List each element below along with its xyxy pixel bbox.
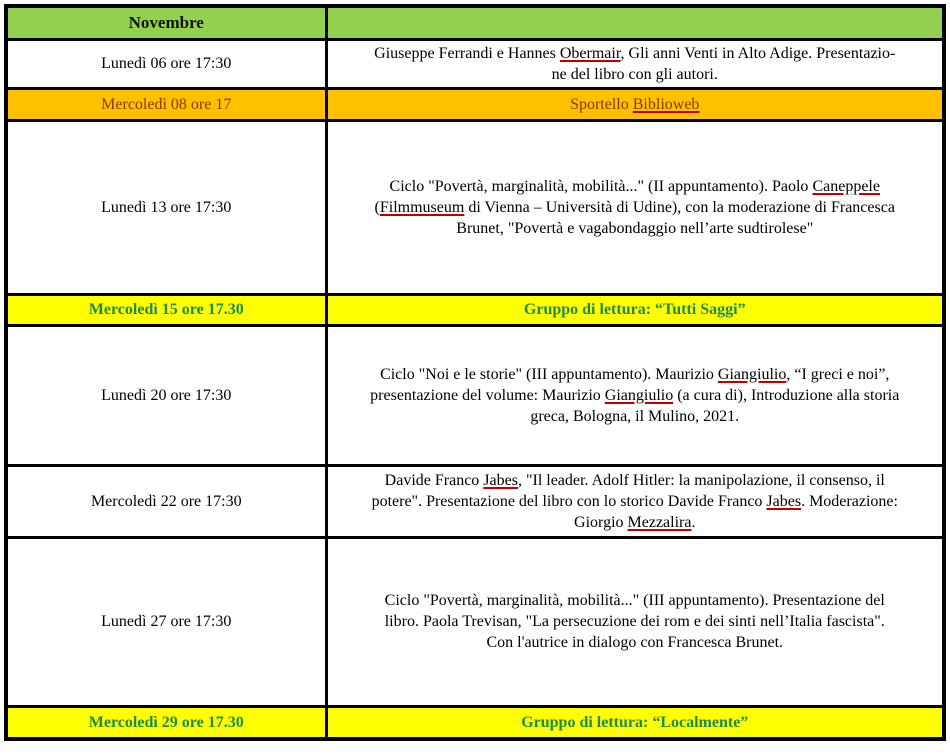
event-cell: Ciclo "Povertà, marginalità, mobilità..." (III appuntamento). Presentazione del libro. Paola Trevisan, "La persecuzione dei rom e dei sinti nell’Italia fascista". Con l'autrice in dialogo con Francesca Brunet. (326, 537, 944, 706)
misspelled-word: Giangiulio (604, 386, 674, 404)
month-header-row (6, 6, 944, 39)
events-table-body (6, 6, 944, 739)
table-row (6, 325, 944, 465)
header-empty-cell (326, 6, 944, 39)
time-cell: Lunedì 27 ore 17:30 (6, 537, 326, 706)
event-cell: Sportello Biblioweb (326, 88, 944, 120)
table-row (6, 120, 944, 294)
misspelled-word: Mezzalira (627, 513, 692, 531)
month-header-cell: Novembre (6, 6, 326, 39)
time-cell: Mercoledì 08 ore 17 (6, 88, 326, 120)
time-cell: Mercoledì 15 ore 17.30 (6, 294, 326, 325)
misspelled-word: Biblioweb (632, 95, 700, 113)
event-cell: Davide Franco Jabes, "Il leader. Adolf Hitler: la manipolazione, il consenso, il potere". Presentazione del libro con lo storico Davide Franco Jabes. Moderazione: Giorgio Mezzalira. (326, 465, 944, 537)
misspelled-word: Giangiulio (717, 365, 787, 383)
event-cell: Gruppo di lettura: “Localmente” (326, 706, 944, 739)
events-table (4, 4, 946, 741)
time-cell: Mercoledì 29 ore 17.30 (6, 706, 326, 739)
misspelled-word: Jabes (766, 492, 802, 510)
time-cell: Lunedì 06 ore 17:30 (6, 39, 326, 88)
time-cell: Lunedì 20 ore 17:30 (6, 325, 326, 465)
event-cell: Ciclo "Noi e le storie" (III appuntamento). Maurizio Giangiulio, “I greci e noi”, presentazione del volume: Maurizio Giangiulio (a cura di), Introduzione alla storia greca, Bologna, il Mulino, 2021. (326, 325, 944, 465)
table-row (6, 294, 944, 325)
time-cell: Mercoledì 22 ore 17:30 (6, 465, 326, 537)
table-row (6, 706, 944, 739)
misspelled-word: Filmmuseum (379, 198, 465, 216)
event-cell: Giuseppe Ferrandi e Hannes Obermair, Gli anni Venti in Alto Adige. Presentazio- ne del libro con gli autori. (326, 39, 944, 88)
event-cell: Gruppo di lettura: “Tutti Saggi” (326, 294, 944, 325)
table-row (6, 39, 944, 88)
table-row (6, 465, 944, 537)
table-row (6, 88, 944, 120)
time-cell: Lunedì 13 ore 17:30 (6, 120, 326, 294)
misspelled-word: Caneppele (812, 177, 880, 195)
misspelled-word: Obermair (559, 44, 621, 62)
misspelled-word: Jabes (483, 471, 518, 489)
table-row (6, 537, 944, 706)
event-cell: Ciclo "Povertà, marginalità, mobilità..." (II appuntamento). Paolo Caneppele (Filmmuseum di Vienna – Università di Udine), con la moderazione di Francesca Brunet, "Povertà e vagabondaggio nell’arte sudtirolese" (326, 120, 944, 294)
